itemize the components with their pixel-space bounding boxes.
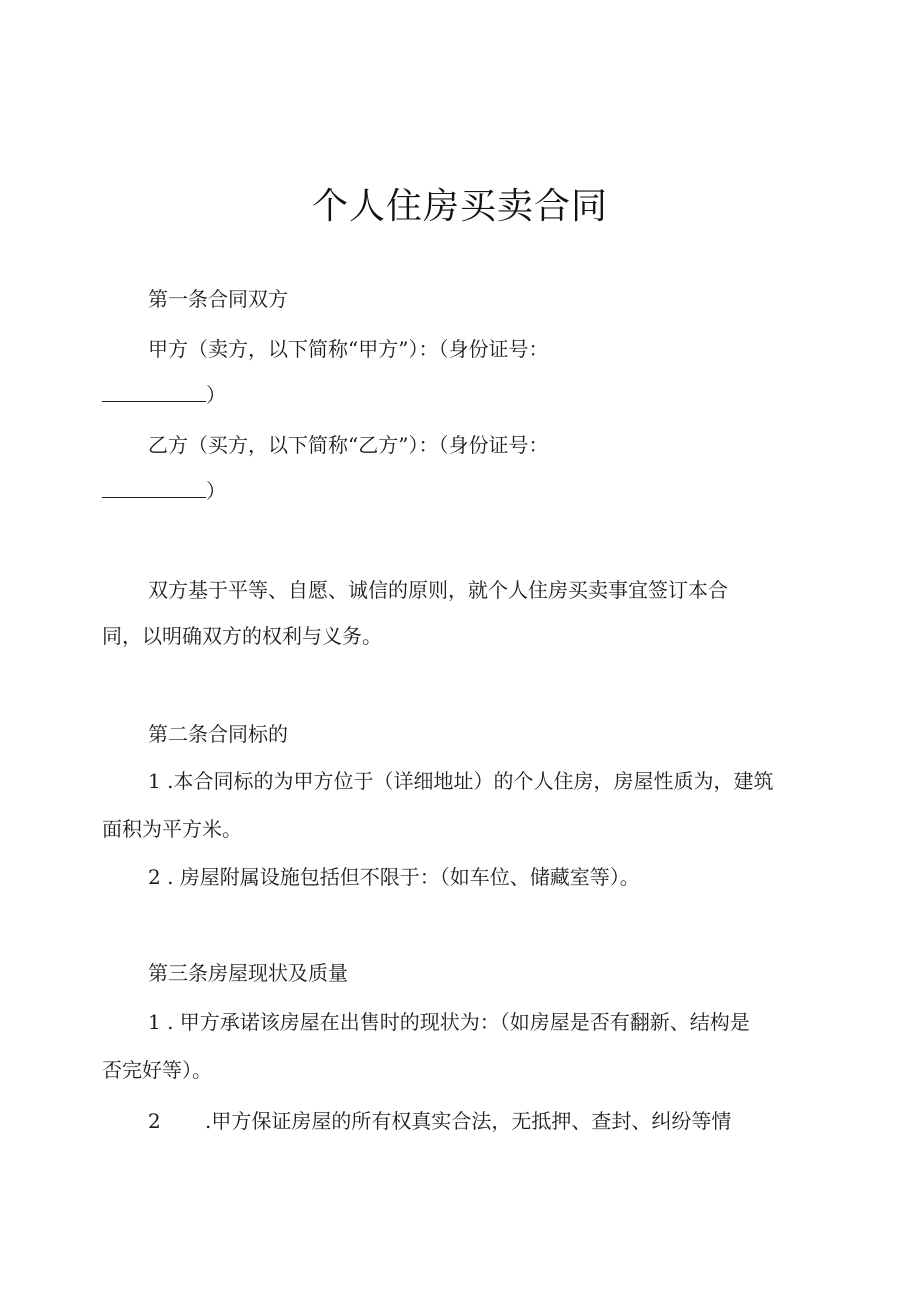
article-3-item-2-number: 2 <box>148 1109 161 1133</box>
preamble-line-1: 双方基于平等、自愿、诚信的原则，就个人住房买卖事宜签订本合 <box>148 578 728 602</box>
article-3-item-1-line-1: 1 . 甲方承诺该房屋在出售时的现状为：（如房屋是否有翻新、结构是 <box>148 1010 750 1034</box>
article-3-item-1-line-2: 否完好等）。 <box>102 1058 212 1082</box>
page-title: 个人住房买卖合同 <box>311 186 608 227</box>
party-a-close-paren: ） <box>206 383 226 407</box>
party-b-id-blank-line <box>102 478 226 504</box>
party-b-line: 乙方（买方，以下简称“乙方”）：（身份证号： <box>148 433 549 457</box>
party-a-id-blank-line <box>102 382 226 408</box>
party-a-line: 甲方（卖方，以下简称“甲方”）：（身份证号： <box>148 337 549 361</box>
party-a-id-blank <box>102 383 206 402</box>
article-2-item-1-line-1: 1 .本合同标的为甲方位于（详细地址）的个人住房，房屋性质为，建筑 <box>148 769 774 793</box>
preamble-line-2: 同，以明确双方的权利与义务。 <box>102 624 382 648</box>
article-3-item-2-text: .甲方保证房屋的所有权真实合法，无抵押、查封、纠纷等情 <box>205 1109 732 1133</box>
article-2-item-1-line-2: 面积为平方米。 <box>102 817 242 841</box>
article-1-heading: 第一条合同双方 <box>148 287 288 311</box>
article-2-heading: 第二条合同标的 <box>148 722 288 746</box>
party-b-close-paren: ） <box>206 479 226 503</box>
article-2-item-2: 2 . 房屋附属设施包括但不限于：（如车位、储藏室等）。 <box>148 865 640 889</box>
article-3-heading: 第三条房屋现状及质量 <box>148 961 348 985</box>
party-b-id-blank <box>102 479 206 498</box>
